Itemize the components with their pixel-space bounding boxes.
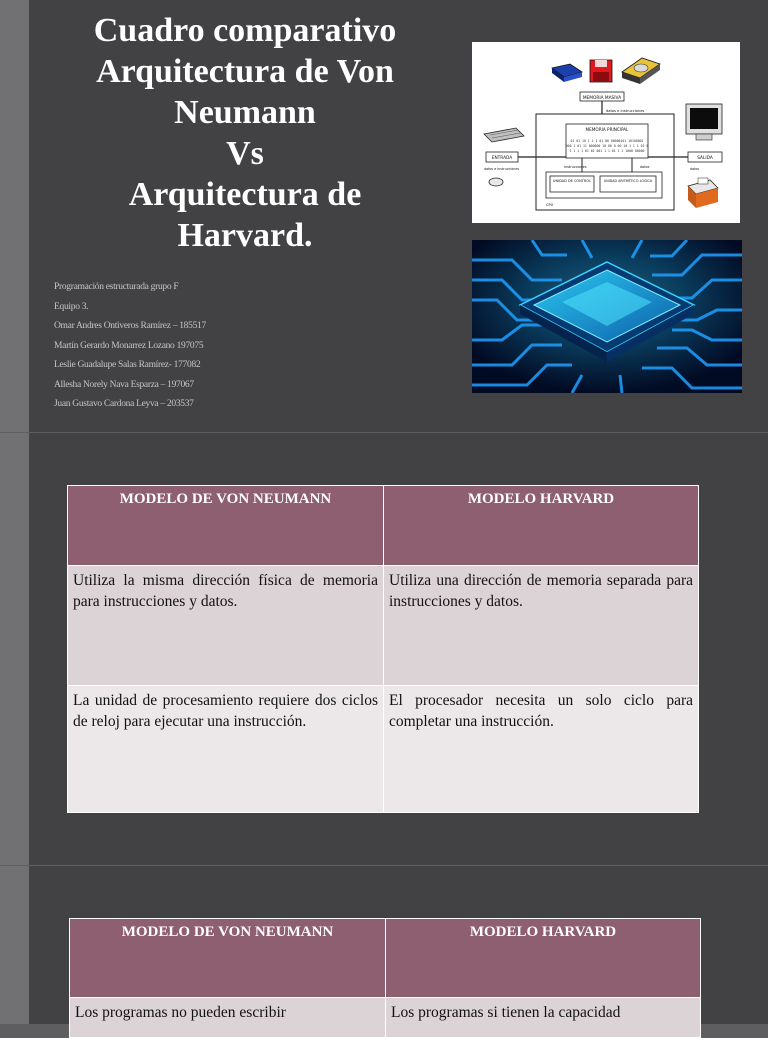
table-cell: El procesador necesita un solo ciclo para completar una instrucción. bbox=[384, 686, 699, 813]
header-harvard: MODELO HARVARD bbox=[386, 919, 701, 998]
entrada-label: ENTRADA bbox=[491, 156, 513, 161]
header-von-neumann: MODELO DE VON NEUMANN bbox=[68, 486, 384, 566]
title-line: Arquitectura de Von bbox=[96, 53, 394, 90]
memoria-principal-label: MEMORIA PRINCIPAL bbox=[585, 127, 629, 132]
alu-label: UNIDAD ARITMÉTICO-LÓGICA bbox=[603, 179, 653, 183]
table-header-row bbox=[70, 919, 701, 998]
processor-chip-image bbox=[472, 240, 742, 393]
chip-svg bbox=[472, 240, 742, 393]
slide-margin bbox=[0, 433, 29, 865]
slide-margin bbox=[0, 866, 29, 1024]
table-row bbox=[70, 998, 701, 1038]
header-von-neumann: MODELO DE VON NEUMANN bbox=[70, 919, 386, 998]
monitor-icon bbox=[686, 104, 722, 140]
diagram-label: datos bbox=[640, 165, 650, 169]
credits bbox=[54, 278, 206, 415]
credit-line: Leslie Guadalupe Salas Ramírez- 177082 bbox=[54, 360, 201, 370]
table-row bbox=[68, 686, 699, 813]
credit-line: Omar Andres Ontiveros Ramírez – 185517 bbox=[54, 321, 206, 331]
table-cell: Utiliza la misma dirección física de memoria para instrucciones y datos. bbox=[68, 566, 384, 686]
architecture-diagram-svg bbox=[472, 42, 740, 223]
credit-line: Equipo 3. bbox=[54, 301, 89, 312]
table-cell: Los programas no pueden escribir bbox=[70, 998, 386, 1038]
diagram-label: datos bbox=[690, 167, 700, 171]
table-row bbox=[68, 566, 699, 686]
diagram-label: datos e instrucciones bbox=[484, 167, 520, 171]
comparison-table bbox=[67, 485, 699, 813]
title-line: Harvard. bbox=[177, 217, 313, 254]
disk-drive-icon bbox=[552, 64, 582, 82]
floppy-disk-icon bbox=[590, 60, 612, 82]
table-cell: Los programas si tienen la capacidad bbox=[386, 998, 701, 1038]
title-line: Vs bbox=[226, 135, 264, 172]
memoria-masiva-label: MEMORIA MASIVA bbox=[582, 96, 622, 101]
table-cell: La unidad de procesamiento requiere dos ciclos de reloj para ejecutar una instrucción. bbox=[68, 686, 384, 813]
printer-icon bbox=[688, 178, 718, 208]
comparison-table bbox=[69, 918, 701, 1038]
credit-line: Martín Gerardo Monarrez Lozano 197075 bbox=[54, 340, 204, 351]
slide-title bbox=[29, 0, 768, 432]
binary-line: 000 1 01 11 000000 10 00 0 00 10 1 1 1 01 0 bbox=[565, 144, 649, 148]
von-neumann-diagram bbox=[472, 42, 740, 223]
credit-line: Allesha Norely Nava Esparza – 197067 bbox=[54, 379, 194, 390]
title-line: Neumann bbox=[174, 94, 316, 131]
mouse-icon bbox=[489, 178, 503, 186]
binary-line: 01 01 10 1 1 1 01 00 00000101 10100001 bbox=[570, 139, 644, 143]
diagram-label: datos e instrucciones bbox=[606, 109, 645, 113]
control-unit-label: UNIDAD DE CONTROL bbox=[552, 179, 592, 183]
hard-drive-icon bbox=[622, 58, 660, 84]
slide-margin bbox=[0, 0, 29, 432]
header-harvard: MODELO HARVARD bbox=[384, 486, 699, 566]
title-line: Arquitectura de bbox=[128, 176, 362, 213]
table-cell: Utiliza una dirección de memoria separada para instrucciones y datos. bbox=[384, 566, 699, 686]
table-header-row bbox=[68, 486, 699, 566]
keyboard-icon bbox=[484, 128, 524, 142]
salida-label: SALIDA bbox=[697, 156, 713, 161]
credit-line: Programación estructurada grupo F bbox=[54, 282, 179, 292]
page-title bbox=[64, 10, 426, 256]
title-line: Cuadro comparativo bbox=[93, 12, 397, 49]
cpu-label: CPU bbox=[546, 203, 554, 207]
diagram-label: instrucciones bbox=[564, 165, 587, 169]
binary-line: 1 1 1 1 01 01 001 1 1 01 1 1 1000 00000 bbox=[569, 149, 645, 153]
credit-line: Juan Gustavo Cardona Leyva – 203537 bbox=[54, 399, 194, 409]
